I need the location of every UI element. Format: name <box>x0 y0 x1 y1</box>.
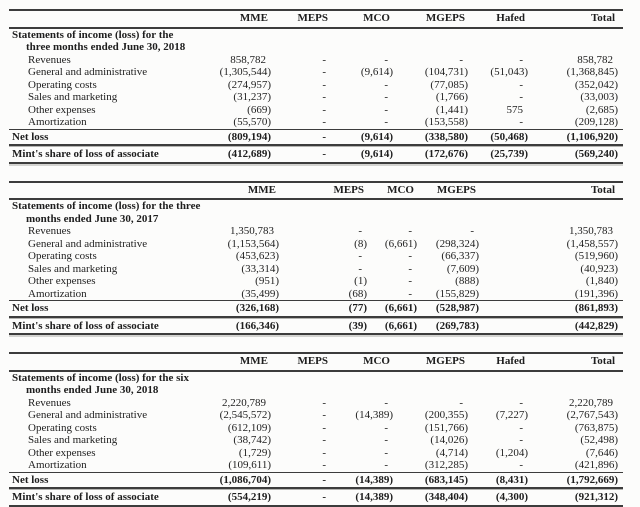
column-header-hafed: Hafed <box>473 352 533 372</box>
column-header-mco: MCO <box>336 352 398 372</box>
cell-value: - <box>459 396 463 409</box>
cell-value: - <box>384 103 388 116</box>
cell-value: (1,305,544) <box>219 66 271 78</box>
cell-value: - <box>519 116 523 128</box>
column-header-mme: MME <box>214 352 276 372</box>
cell-value: (312,285) <box>424 459 468 471</box>
cell-value: - <box>276 472 336 490</box>
row-label-header <box>9 9 214 29</box>
cell-value: - <box>384 396 388 409</box>
row-label: Amortization <box>28 287 87 300</box>
cell-value: (348,404) <box>398 489 473 507</box>
cell-value: (55,570) <box>233 116 271 128</box>
cell-value: (51,043) <box>490 66 528 78</box>
cell-value: (9,614) <box>360 66 393 78</box>
cell-value: - <box>408 275 412 287</box>
associate-share-row <box>9 318 623 336</box>
statement-table <box>9 9 623 164</box>
row-label: Net loss <box>9 472 214 490</box>
row-label: Other expenses <box>28 103 96 116</box>
cell-value: (109,611) <box>228 459 271 471</box>
cell-value: - <box>322 66 326 78</box>
statement-title-row <box>9 29 623 54</box>
cell-value: - <box>322 434 326 446</box>
column-header-mco: MCO <box>372 181 422 201</box>
row-label: Sales and marketing <box>28 262 118 275</box>
cell-value: (2,545,572) <box>219 409 271 421</box>
cell-value: (1,204) <box>495 446 528 459</box>
cell-value: (7,646) <box>585 446 618 459</box>
statement-title-line: three months ended June 30, 2018 <box>26 41 186 53</box>
cell-value: - <box>358 262 362 275</box>
column-header-total: Total <box>533 9 623 29</box>
line-item-row <box>9 459 623 472</box>
line-item-row <box>9 275 623 288</box>
row-label: Net loss <box>9 129 214 147</box>
cell-value: - <box>276 146 336 164</box>
cell-value: - <box>384 434 388 446</box>
cell-value: (77,085) <box>430 78 468 91</box>
cell-value: (9,614) <box>336 129 398 147</box>
row-label-header <box>9 181 214 201</box>
cell-value: - <box>322 53 326 66</box>
row-label: Mint's share of loss of associate <box>9 489 214 507</box>
cell-value: 1,350,783 <box>230 225 274 237</box>
statement-title-line: Statements of income (loss) for the three <box>12 200 201 212</box>
cell-value: - <box>322 116 326 128</box>
line-item-row <box>9 447 623 460</box>
cell-value: - <box>408 250 412 262</box>
row-label: Amortization <box>28 116 87 128</box>
cell-value: - <box>384 459 388 471</box>
cell-value: (421,896) <box>574 459 618 471</box>
statement-title-line: months ended June 30, 2018 <box>26 384 159 396</box>
cell-value: (8,431) <box>473 472 533 490</box>
row-label: Mint's share of loss of associate <box>9 318 214 336</box>
cell-value: 858,782 <box>577 53 613 66</box>
cell-value: (326,168) <box>214 300 284 318</box>
cell-value: - <box>384 91 388 103</box>
cell-value: (66,337) <box>441 250 479 262</box>
cell-value: (763,875) <box>574 421 618 434</box>
row-label-header <box>9 352 214 372</box>
cell-value: (683,145) <box>398 472 473 490</box>
cell-value: (166,346) <box>214 318 284 336</box>
cell-value: (338,580) <box>398 129 473 147</box>
cell-value: (155,829) <box>435 287 479 300</box>
cell-value: (669) <box>247 103 271 116</box>
cell-value: (9,614) <box>336 146 398 164</box>
cell-value: (2,767,543) <box>566 409 618 421</box>
income-statement-three-months-2018 <box>9 9 640 164</box>
row-label: Revenues <box>28 53 71 66</box>
cell-value: - <box>384 446 388 459</box>
cell-value: (569,240) <box>533 146 623 164</box>
cell-value: (8) <box>354 237 367 250</box>
column-header-row <box>9 181 623 201</box>
statement-title <box>9 200 623 225</box>
cell-value: (38,742) <box>233 434 271 446</box>
cell-value: (528,987) <box>422 300 484 318</box>
cell-value: (951) <box>255 275 279 287</box>
table-body <box>9 372 623 507</box>
statement-title-line: Statements of income (loss) for the six <box>12 371 189 384</box>
cell-value: (6,661) <box>372 300 422 318</box>
cell-value: - <box>519 78 523 91</box>
cell-value: (442,829) <box>484 318 623 336</box>
column-header-mco: MCO <box>336 9 398 29</box>
column-header-meps: MEPS <box>276 352 336 372</box>
row-label: Operating costs <box>28 421 97 434</box>
cell-value: (209,128) <box>574 116 618 128</box>
cell-value: 575 <box>506 103 523 116</box>
associate-share-row <box>9 146 623 164</box>
cell-value: (1,458,557) <box>566 237 618 250</box>
row-label: Amortization <box>28 459 87 471</box>
line-item-row <box>9 116 623 129</box>
cell-value: - <box>322 446 326 459</box>
cell-value: (40,923) <box>580 262 618 275</box>
table-body <box>9 200 623 335</box>
cell-value: 2,220,789 <box>569 396 613 409</box>
cell-value: - <box>408 262 412 275</box>
cell-value: (1,368,845) <box>566 66 618 78</box>
cell-value: - <box>322 78 326 91</box>
column-header-hafed: Hafed <box>473 9 533 29</box>
cell-value: (6,661) <box>384 237 417 250</box>
cell-value: (1,106,920) <box>533 129 623 147</box>
cell-value: (412,689) <box>214 146 276 164</box>
cell-value: (52,498) <box>580 434 618 446</box>
cell-value: (191,396) <box>574 287 618 300</box>
column-header-total: Total <box>484 181 623 201</box>
row-label: Operating costs <box>28 78 97 91</box>
statement-title <box>9 372 623 397</box>
row-label: Revenues <box>28 396 71 409</box>
cell-value: (25,739) <box>473 146 533 164</box>
cell-value: (7,227) <box>495 409 528 421</box>
cell-value: - <box>459 53 463 66</box>
column-header-mgeps: MGEPS <box>422 181 484 201</box>
table-header <box>9 181 623 201</box>
statement-table <box>9 181 623 336</box>
cell-value: - <box>519 459 523 471</box>
cell-value: - <box>322 103 326 116</box>
cell-value: (2,685) <box>585 103 618 116</box>
cell-value: (14,026) <box>430 434 468 446</box>
cell-value: (50,468) <box>473 129 533 147</box>
cell-value: - <box>322 91 326 103</box>
cell-value: (809,194) <box>214 129 276 147</box>
cell-value: (269,783) <box>422 318 484 336</box>
cell-value: - <box>519 434 523 446</box>
cell-value: (6,661) <box>372 318 422 336</box>
column-header-meps: MEPS <box>276 9 336 29</box>
cell-value: - <box>470 225 474 237</box>
column-header-mme: MME <box>214 9 276 29</box>
cell-value: - <box>408 287 412 300</box>
cell-value: (888) <box>455 275 479 287</box>
cell-value: 858,782 <box>230 53 266 66</box>
table-body <box>9 29 623 164</box>
cell-value: (1,729) <box>238 446 271 459</box>
net-loss-row <box>9 472 623 490</box>
cell-value: (200,355) <box>424 409 468 421</box>
cell-value: (1,766) <box>435 91 468 103</box>
cell-value: (519,960) <box>574 250 618 262</box>
row-label: Sales and marketing <box>28 91 118 103</box>
line-item-row <box>9 79 623 92</box>
column-header-mgeps: MGEPS <box>398 352 473 372</box>
row-label: Other expenses <box>28 446 96 459</box>
cell-value: (274,957) <box>227 78 271 91</box>
cell-value: - <box>322 421 326 434</box>
cell-value: - <box>322 396 326 409</box>
cell-value: (4,714) <box>435 446 468 459</box>
row-label: Operating costs <box>28 250 97 262</box>
row-label: General and administrative <box>28 66 148 78</box>
cell-value: - <box>358 250 362 262</box>
cell-value: - <box>519 396 523 409</box>
cell-value: (1,840) <box>585 275 618 287</box>
cell-value: (612,109) <box>227 421 271 434</box>
cell-value: - <box>384 421 388 434</box>
cell-value: (68) <box>348 287 367 300</box>
line-item-row <box>9 225 623 238</box>
column-header-mme: MME <box>214 181 284 201</box>
income-statement-six-months-2018 <box>9 352 640 507</box>
cell-value: - <box>384 116 388 128</box>
statement-table <box>9 352 623 507</box>
line-item-row <box>9 91 623 104</box>
line-item-row <box>9 288 623 301</box>
cell-value: (39) <box>284 318 372 336</box>
row-label: General and administrative <box>28 409 148 421</box>
row-label: Revenues <box>28 225 71 237</box>
statement-title <box>9 29 623 54</box>
cell-value: 2,220,789 <box>222 396 266 409</box>
statement-title-line: Statements of income (loss) for the <box>12 28 174 41</box>
cell-value: (1,792,669) <box>533 472 623 490</box>
column-header-mgeps: MGEPS <box>398 9 473 29</box>
cell-value: - <box>408 225 412 237</box>
cell-value: (151,766) <box>424 421 468 434</box>
statement-title-row <box>9 372 623 397</box>
column-header-row <box>9 352 623 372</box>
line-item-row <box>9 66 623 79</box>
row-label: Mint's share of loss of associate <box>9 146 214 164</box>
cell-value: (14,389) <box>336 472 398 490</box>
cell-value: (453,623) <box>235 250 279 262</box>
column-header-total: Total <box>533 352 623 372</box>
cell-value: (33,314) <box>241 262 279 275</box>
statement-title-line: months ended June 30, 2017 <box>26 212 159 225</box>
cell-value: (352,042) <box>574 78 618 91</box>
associate-share-row <box>9 489 623 507</box>
cell-value: (104,731) <box>424 66 468 78</box>
cell-value: (14,389) <box>336 489 398 507</box>
cell-value: (921,312) <box>533 489 623 507</box>
line-item-row <box>9 434 623 447</box>
row-label: Sales and marketing <box>28 434 118 446</box>
cell-value: - <box>276 129 336 147</box>
cell-value: (1,441) <box>435 103 468 116</box>
row-label: Net loss <box>9 300 214 318</box>
cell-value: (172,676) <box>398 146 473 164</box>
income-statement-three-months-2017 <box>9 181 640 336</box>
cell-value: (14,389) <box>355 409 393 421</box>
cell-value: - <box>519 421 523 434</box>
column-header-row <box>9 9 623 29</box>
cell-value: - <box>322 459 326 471</box>
line-item-row <box>9 104 623 117</box>
net-loss-row <box>9 300 623 318</box>
cell-value: (861,893) <box>484 300 623 318</box>
cell-value: (4,300) <box>473 489 533 507</box>
cell-value: - <box>358 225 362 237</box>
row-label: General and administrative <box>28 237 148 250</box>
line-item-row <box>9 238 623 251</box>
statement-title-row <box>9 200 623 225</box>
column-header-meps: MEPS <box>284 181 372 201</box>
cell-value: (35,499) <box>241 287 279 300</box>
cell-value: (77) <box>284 300 372 318</box>
cell-value: - <box>276 489 336 507</box>
table-header <box>9 352 623 372</box>
cell-value: (1,086,704) <box>214 472 276 490</box>
cell-value: - <box>384 78 388 91</box>
cell-value: (1) <box>354 275 367 287</box>
cell-value: (33,003) <box>580 91 618 103</box>
line-item-row <box>9 263 623 276</box>
cell-value: - <box>519 53 523 66</box>
table-header <box>9 9 623 29</box>
cell-value: (554,219) <box>214 489 276 507</box>
line-item-row <box>9 409 623 422</box>
cell-value: (1,153,564) <box>227 237 279 250</box>
cell-value: (153,558) <box>424 116 468 128</box>
cell-value: 1,350,783 <box>569 225 613 237</box>
line-item-row <box>9 397 623 410</box>
row-label: Other expenses <box>28 275 96 287</box>
cell-value: (7,609) <box>446 262 479 275</box>
cell-value: - <box>322 409 326 421</box>
line-item-row <box>9 250 623 263</box>
line-item-row <box>9 54 623 67</box>
cell-value: (298,324) <box>435 237 479 250</box>
cell-value: - <box>384 53 388 66</box>
net-loss-row <box>9 129 623 147</box>
cell-value: - <box>519 91 523 103</box>
line-item-row <box>9 422 623 435</box>
cell-value: (31,237) <box>233 91 271 103</box>
